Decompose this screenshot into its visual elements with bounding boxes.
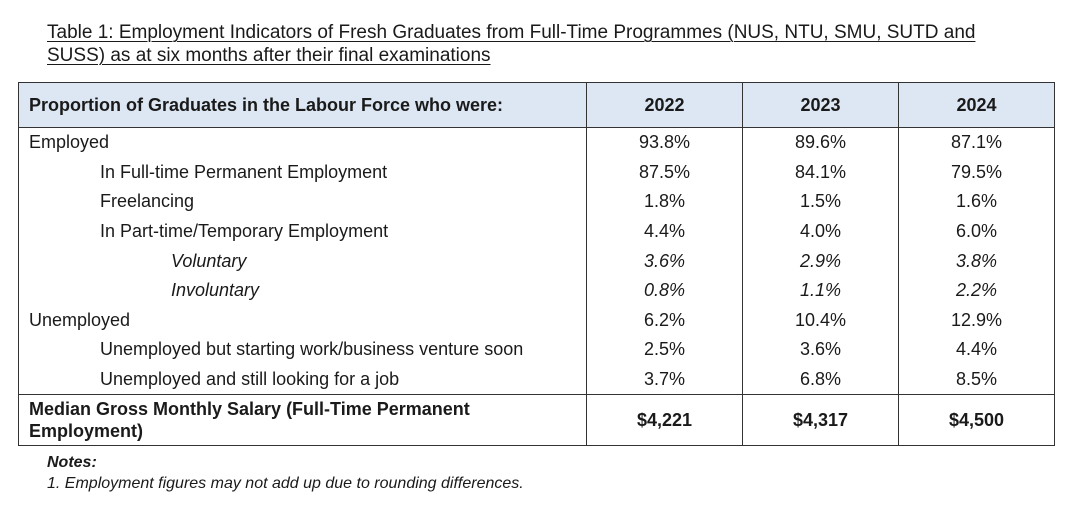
notes [47, 452, 524, 494]
row-employed [19, 128, 1055, 158]
cell-value: 87.5% [587, 158, 743, 188]
row-part-time-temporary [19, 217, 1055, 247]
row-label: Unemployed [19, 306, 587, 336]
row-label: Unemployed and still looking for a job [19, 365, 587, 395]
row-involuntary [19, 276, 1055, 306]
caption-line-2: SUSS) as at six months after their final examinations [47, 45, 491, 66]
notes-heading: Notes: [47, 454, 97, 471]
row-label: Employed [19, 128, 587, 158]
cell-value: $4,317 [743, 395, 899, 446]
note-item: 1. Employment figures may not add up due to rounding differences. [47, 475, 524, 492]
cell-value: 8.5% [899, 365, 1055, 395]
row-starting-work-soon [19, 335, 1055, 365]
row-unemployed [19, 306, 1055, 336]
row-label: Freelancing [19, 187, 587, 217]
cell-value: 6.8% [743, 365, 899, 395]
cell-value: $4,500 [899, 395, 1055, 446]
table-header-row [19, 83, 1055, 128]
row-label: Involuntary [19, 276, 587, 306]
row-still-looking [19, 365, 1055, 395]
cell-value: 2.5% [587, 335, 743, 365]
cell-value: 3.8% [899, 246, 1055, 276]
cell-value: 0.8% [587, 276, 743, 306]
header-year-2024: 2024 [899, 83, 1055, 128]
row-label: Voluntary [19, 246, 587, 276]
cell-value: 6.0% [899, 217, 1055, 247]
cell-value: 2.9% [743, 246, 899, 276]
cell-value: 10.4% [743, 306, 899, 336]
caption-line-1: Table 1: Employment Indicators of Fresh Graduates from Full-Time Programmes (NUS, NTU, SMU, SUTD and [47, 22, 976, 43]
cell-value: 3.6% [743, 335, 899, 365]
row-freelancing [19, 187, 1055, 217]
cell-value: 3.7% [587, 365, 743, 395]
cell-value: 84.1% [743, 158, 899, 188]
cell-value: 1.1% [743, 276, 899, 306]
row-label: In Full-time Permanent Employment [19, 158, 587, 188]
table-caption [47, 21, 1047, 67]
header-label: Proportion of Graduates in the Labour Force who were: [19, 83, 587, 128]
cell-value: 3.6% [587, 246, 743, 276]
row-median-salary [19, 395, 1055, 446]
cell-value: 1.6% [899, 187, 1055, 217]
header-year-2022: 2022 [587, 83, 743, 128]
cell-value: 2.2% [899, 276, 1055, 306]
row-label: Unemployed but starting work/business venture soon [19, 335, 587, 365]
row-label: In Part-time/Temporary Employment [19, 217, 587, 247]
cell-value: $4,221 [587, 395, 743, 446]
cell-value: 1.8% [587, 187, 743, 217]
header-year-2023: 2023 [743, 83, 899, 128]
row-voluntary [19, 246, 1055, 276]
row-full-time-permanent [19, 158, 1055, 188]
cell-value: 79.5% [899, 158, 1055, 188]
cell-value: 4.0% [743, 217, 899, 247]
salary-label-line-1: Median Gross Monthly Salary (Full-Time Permanent [29, 399, 470, 420]
cell-value: 1.5% [743, 187, 899, 217]
cell-value: 4.4% [587, 217, 743, 247]
cell-value: 93.8% [587, 128, 743, 158]
cell-value: 4.4% [899, 335, 1055, 365]
cell-value: 12.9% [899, 306, 1055, 336]
cell-value: 87.1% [899, 128, 1055, 158]
row-label [19, 395, 587, 446]
cell-value: 6.2% [587, 306, 743, 336]
salary-label-line-2: Employment) [29, 421, 144, 442]
cell-value: 89.6% [743, 128, 899, 158]
employment-indicators-table [18, 82, 1055, 446]
